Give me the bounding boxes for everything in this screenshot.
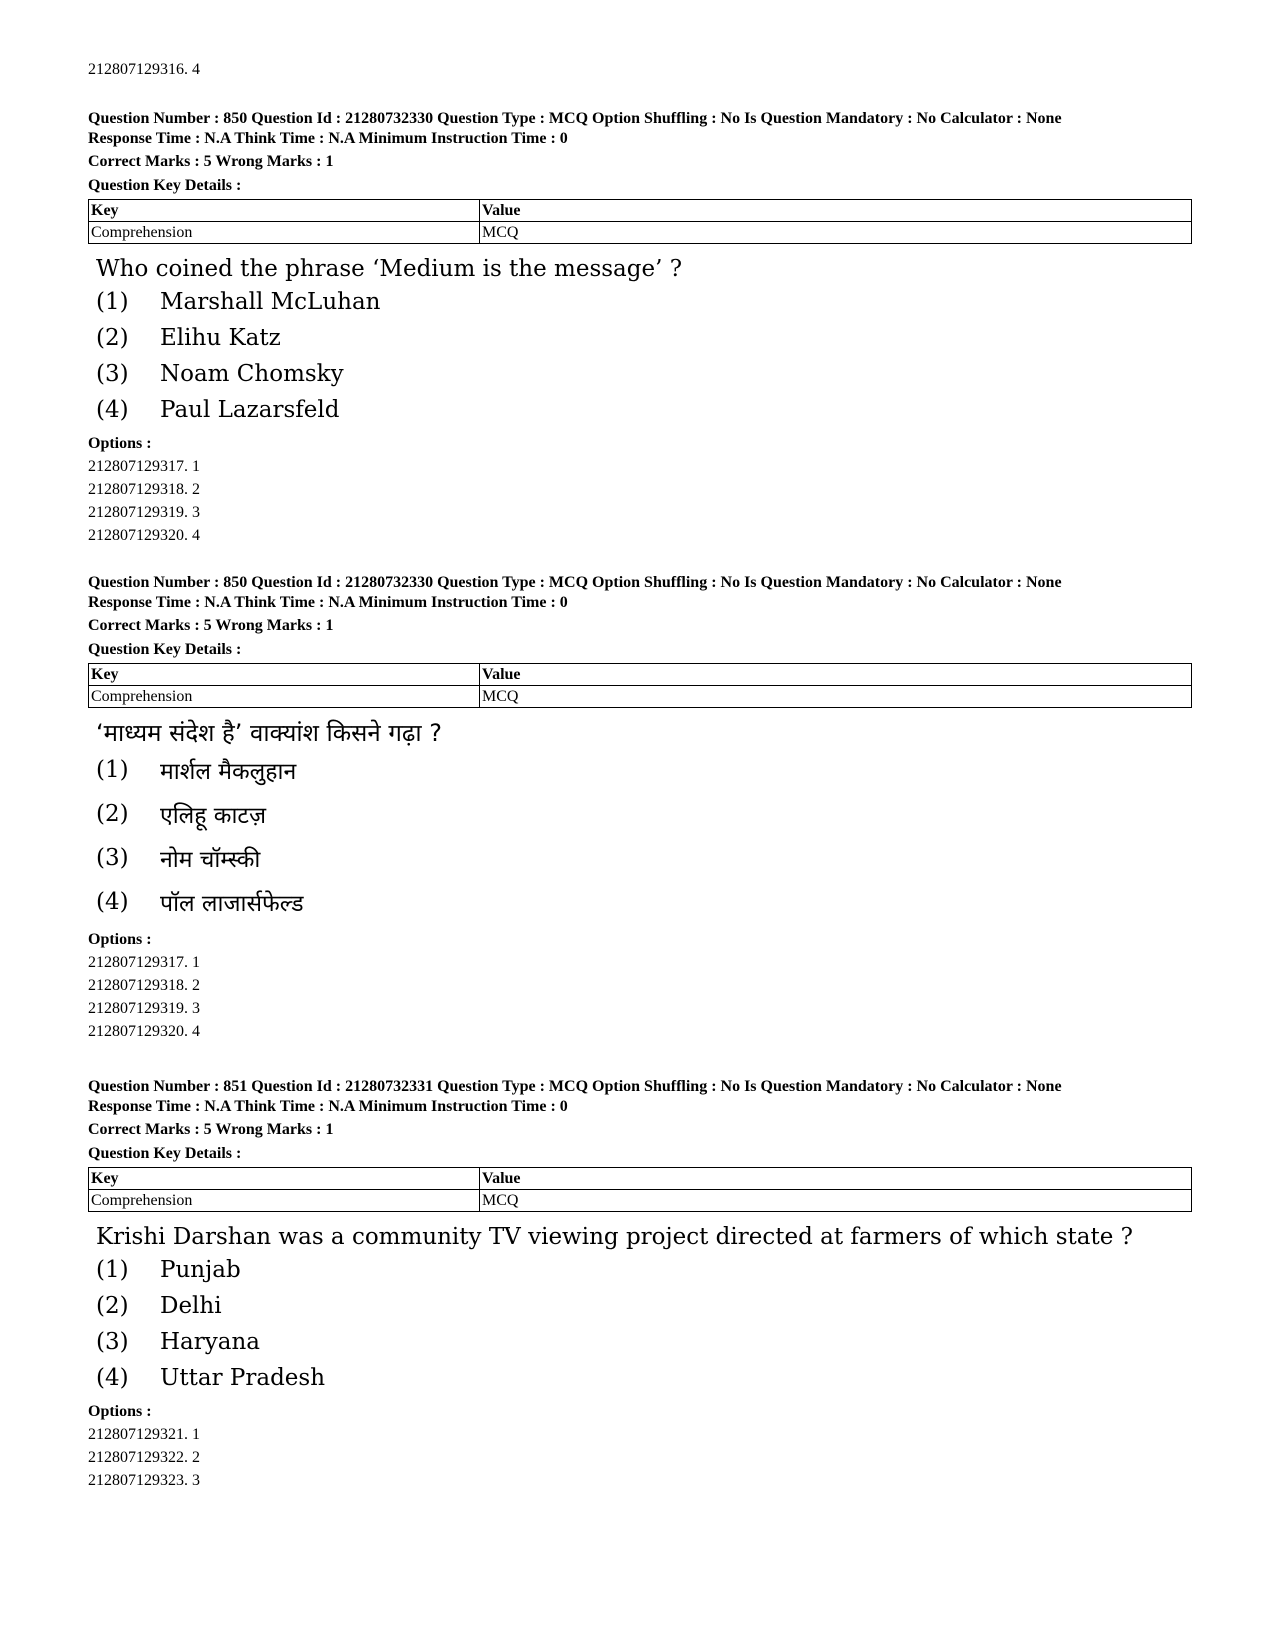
choice-text: Delhi	[160, 1293, 222, 1319]
choice-text: पॉल लाजार्सफेल्ड	[160, 891, 304, 917]
meta-line-1: Question Number : 851 Question Id : 21280732331 Question Type : MCQ Option Shuffling : No Is Question Mandatory : No Calculator : None	[88, 1078, 1062, 1095]
table-cell-key: Comprehension	[89, 686, 480, 708]
choice-item	[96, 1288, 1192, 1324]
table-header-key: Key	[89, 664, 480, 686]
meta-line-2: Response Time : N.A Think Time : N.A Minimum Instruction Time : 0	[88, 1097, 568, 1115]
options-label: Options :	[88, 931, 152, 948]
table-header-key: Key	[89, 200, 480, 222]
option-id: 212807129321. 1	[88, 1426, 200, 1443]
table-cell-value: MCQ	[480, 222, 1192, 244]
choice-number: (4)	[96, 889, 129, 915]
table-header-row	[89, 200, 1192, 222]
option-id: 212807129320. 4	[88, 527, 200, 544]
meta-line-1: Question Number : 850 Question Id : 21280732330 Question Type : MCQ Option Shuffling : No Is Question Mandatory : No Calculator : None	[88, 110, 1062, 127]
question-meta	[88, 109, 1192, 195]
choice-text: Uttar Pradesh	[160, 1365, 326, 1391]
option-id: 212807129318. 2	[88, 481, 200, 498]
choice-text: Marshall McLuhan	[160, 289, 381, 315]
choice-list	[88, 284, 1192, 428]
table-header-value: Value	[480, 664, 1192, 686]
choice-list	[88, 748, 1192, 924]
question-meta	[88, 1077, 1192, 1163]
option-id: 212807129319. 3	[88, 504, 200, 521]
choice-item	[96, 792, 1192, 836]
choice-item	[96, 748, 1192, 792]
table-row	[89, 686, 1192, 708]
choice-number: (3)	[96, 1329, 129, 1355]
table-cell-value: MCQ	[480, 1190, 1192, 1212]
option-id: 212807129322. 2	[88, 1449, 200, 1466]
choice-item	[96, 836, 1192, 880]
question-text: ‘माध्यम संदेश है’ वाक्यांश किसने गढ़ा ?	[96, 719, 442, 747]
choice-item	[96, 320, 1192, 356]
meta-line-2: Response Time : N.A Think Time : N.A Minimum Instruction Time : 0	[88, 593, 568, 611]
question-text: Who coined the phrase ‘Medium is the message’ ?	[96, 256, 683, 282]
choice-number: (4)	[96, 397, 129, 423]
choice-number: (1)	[96, 757, 129, 783]
choice-text: Paul Lazarsfeld	[160, 397, 340, 423]
option-id: 212807129319. 3	[88, 1000, 200, 1017]
choice-number: (4)	[96, 1365, 129, 1391]
choice-list	[88, 1252, 1192, 1396]
question-key-table	[88, 663, 1192, 708]
meta-line-2: Response Time : N.A Think Time : N.A Minimum Instruction Time : 0	[88, 129, 568, 147]
table-cell-key: Comprehension	[89, 1190, 480, 1212]
choice-item	[96, 356, 1192, 392]
options-label: Options :	[88, 435, 152, 452]
choice-item	[96, 284, 1192, 320]
choice-item	[96, 1360, 1192, 1396]
marks-line: Correct Marks : 5 Wrong Marks : 1	[88, 617, 334, 634]
meta-line-1: Question Number : 850 Question Id : 21280732330 Question Type : MCQ Option Shuffling : No Is Question Mandatory : No Calculator : None	[88, 574, 1062, 591]
options-label: Options :	[88, 1403, 152, 1420]
key-details-label: Question Key Details :	[88, 640, 242, 658]
table-cell-value: MCQ	[480, 686, 1192, 708]
table-header-row	[89, 1168, 1192, 1190]
table-header-key: Key	[89, 1168, 480, 1190]
option-id: 212807129323. 3	[88, 1472, 200, 1489]
key-details-label: Question Key Details :	[88, 176, 242, 194]
table-row	[89, 1190, 1192, 1212]
question-key-table	[88, 199, 1192, 244]
choice-item	[96, 1252, 1192, 1288]
choice-text: Noam Chomsky	[160, 361, 344, 387]
question-text: Krishi Darshan was a community TV viewing project directed at farmers of which state ?	[96, 1224, 1133, 1250]
option-id: 212807129320. 4	[88, 1023, 200, 1040]
question-key-table	[88, 1167, 1192, 1212]
choice-number: (1)	[96, 289, 129, 315]
option-id: 212807129317. 1	[88, 954, 200, 971]
table-cell-key: Comprehension	[89, 222, 480, 244]
choice-number: (3)	[96, 361, 129, 387]
option-id: 212807129317. 1	[88, 458, 200, 475]
choice-text: नोम चॉम्स्की	[160, 847, 261, 873]
choice-item	[96, 392, 1192, 428]
table-header-value: Value	[480, 200, 1192, 222]
table-header-row	[89, 664, 1192, 686]
choice-item	[96, 1324, 1192, 1360]
table-row	[89, 222, 1192, 244]
choice-number: (2)	[96, 1293, 129, 1319]
choice-number: (3)	[96, 845, 129, 871]
key-details-label: Question Key Details :	[88, 1144, 242, 1162]
choice-number: (2)	[96, 325, 129, 351]
question-block-851-english	[88, 1077, 1192, 1492]
choice-text: Haryana	[160, 1329, 260, 1355]
marks-line: Correct Marks : 5 Wrong Marks : 1	[88, 1121, 334, 1138]
previous-option-id: 212807129316. 4	[88, 61, 200, 78]
choice-number: (1)	[96, 1257, 129, 1283]
marks-line: Correct Marks : 5 Wrong Marks : 1	[88, 153, 334, 170]
choice-text: मार्शल मैकलुहान	[160, 759, 297, 785]
option-id: 212807129318. 2	[88, 977, 200, 994]
choice-text: Punjab	[160, 1257, 241, 1283]
choice-text: एलिहू काटज़	[160, 803, 267, 829]
question-block-850-hindi	[88, 573, 1192, 1043]
choice-text: Elihu Katz	[160, 325, 281, 351]
choice-number: (2)	[96, 801, 129, 827]
question-block-850-english	[88, 109, 1192, 547]
question-meta	[88, 573, 1192, 659]
choice-item	[96, 880, 1192, 924]
table-header-value: Value	[480, 1168, 1192, 1190]
